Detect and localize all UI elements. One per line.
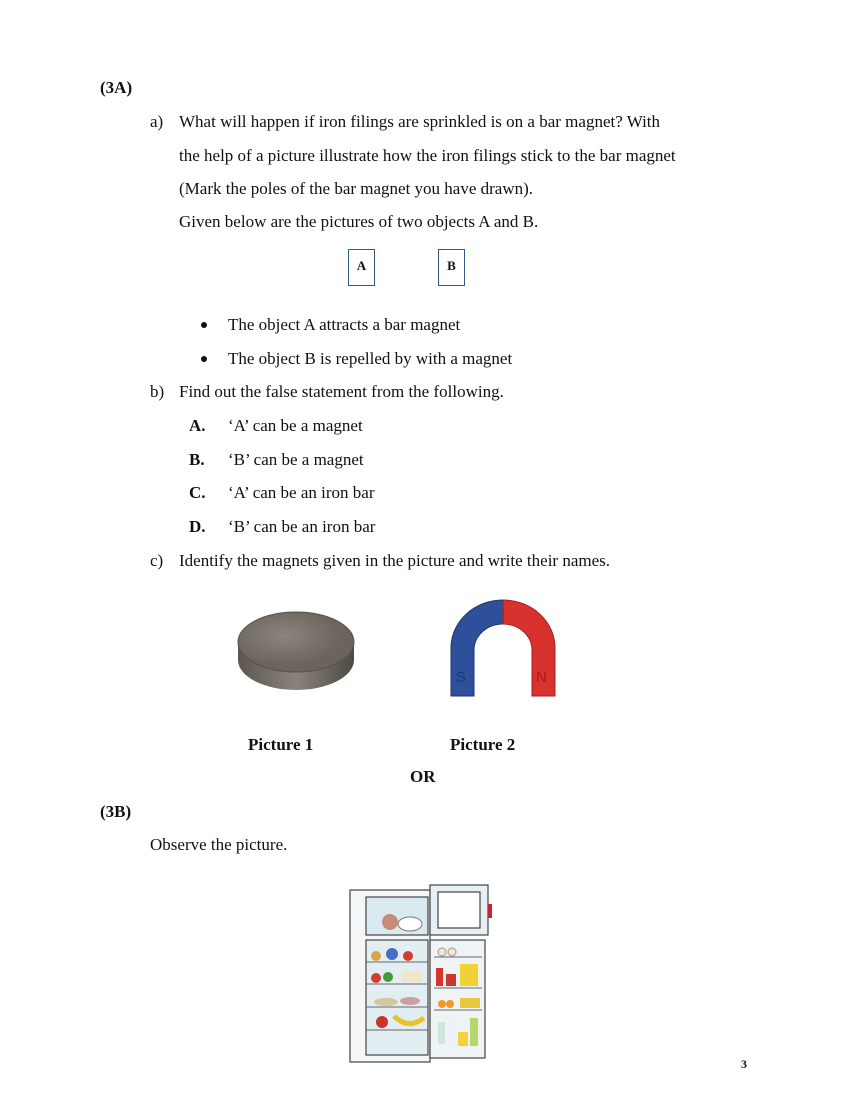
option-label: A. [189,416,206,435]
question-a-label: a) [150,112,164,131]
picture-1-caption: Picture 1 [248,735,314,754]
object-b-box: B [438,249,465,286]
page-number: 3 [741,1057,747,1071]
section-3b-text: Observe the picture. [150,835,288,854]
option-text: ‘B’ can be a magnet [228,450,364,469]
question-b-text: Find out the false statement from the following. [179,382,504,401]
disc-magnet-image [232,600,360,700]
bullet-icon [201,356,207,362]
section-3b-heading: (3B) [100,802,132,821]
bullet-icon [201,322,207,328]
question-a-line: (Mark the poles of the bar magnet you have drawn). [179,179,534,198]
south-pole-label: S [456,669,467,686]
picture-2-caption: Picture 2 [450,735,516,754]
question-b-label: b) [150,382,165,401]
option-text: ‘B’ can be an iron bar [228,517,376,536]
option-text: ‘A’ can be an iron bar [228,483,375,502]
horseshoe-magnet-image [448,598,558,700]
north-pole-label: N [536,669,547,686]
question-a-line: Given below are the pictures of two objects A and B. [179,212,539,231]
object-a-box: A [348,249,375,286]
option-label: C. [189,483,206,502]
bullet-item: The object B is repelled by with a magnet [228,349,513,368]
question-a-line: the help of a picture illustrate how the iron filings stick to the bar magnet [179,146,676,165]
refrigerator-image [346,882,496,1072]
bullet-item: The object A attracts a bar magnet [228,315,461,334]
or-divider: OR [410,767,436,786]
section-3a-heading: (3A) [100,78,133,97]
option-text: ‘A’ can be a magnet [228,416,363,435]
option-label: D. [189,517,206,536]
question-a-line: What will happen if iron filings are sprinkled is on a bar magnet? With [179,112,661,131]
question-c-label: c) [150,551,164,570]
option-label: B. [189,450,205,469]
question-c-text: Identify the magnets given in the picture and write their names. [179,551,611,570]
